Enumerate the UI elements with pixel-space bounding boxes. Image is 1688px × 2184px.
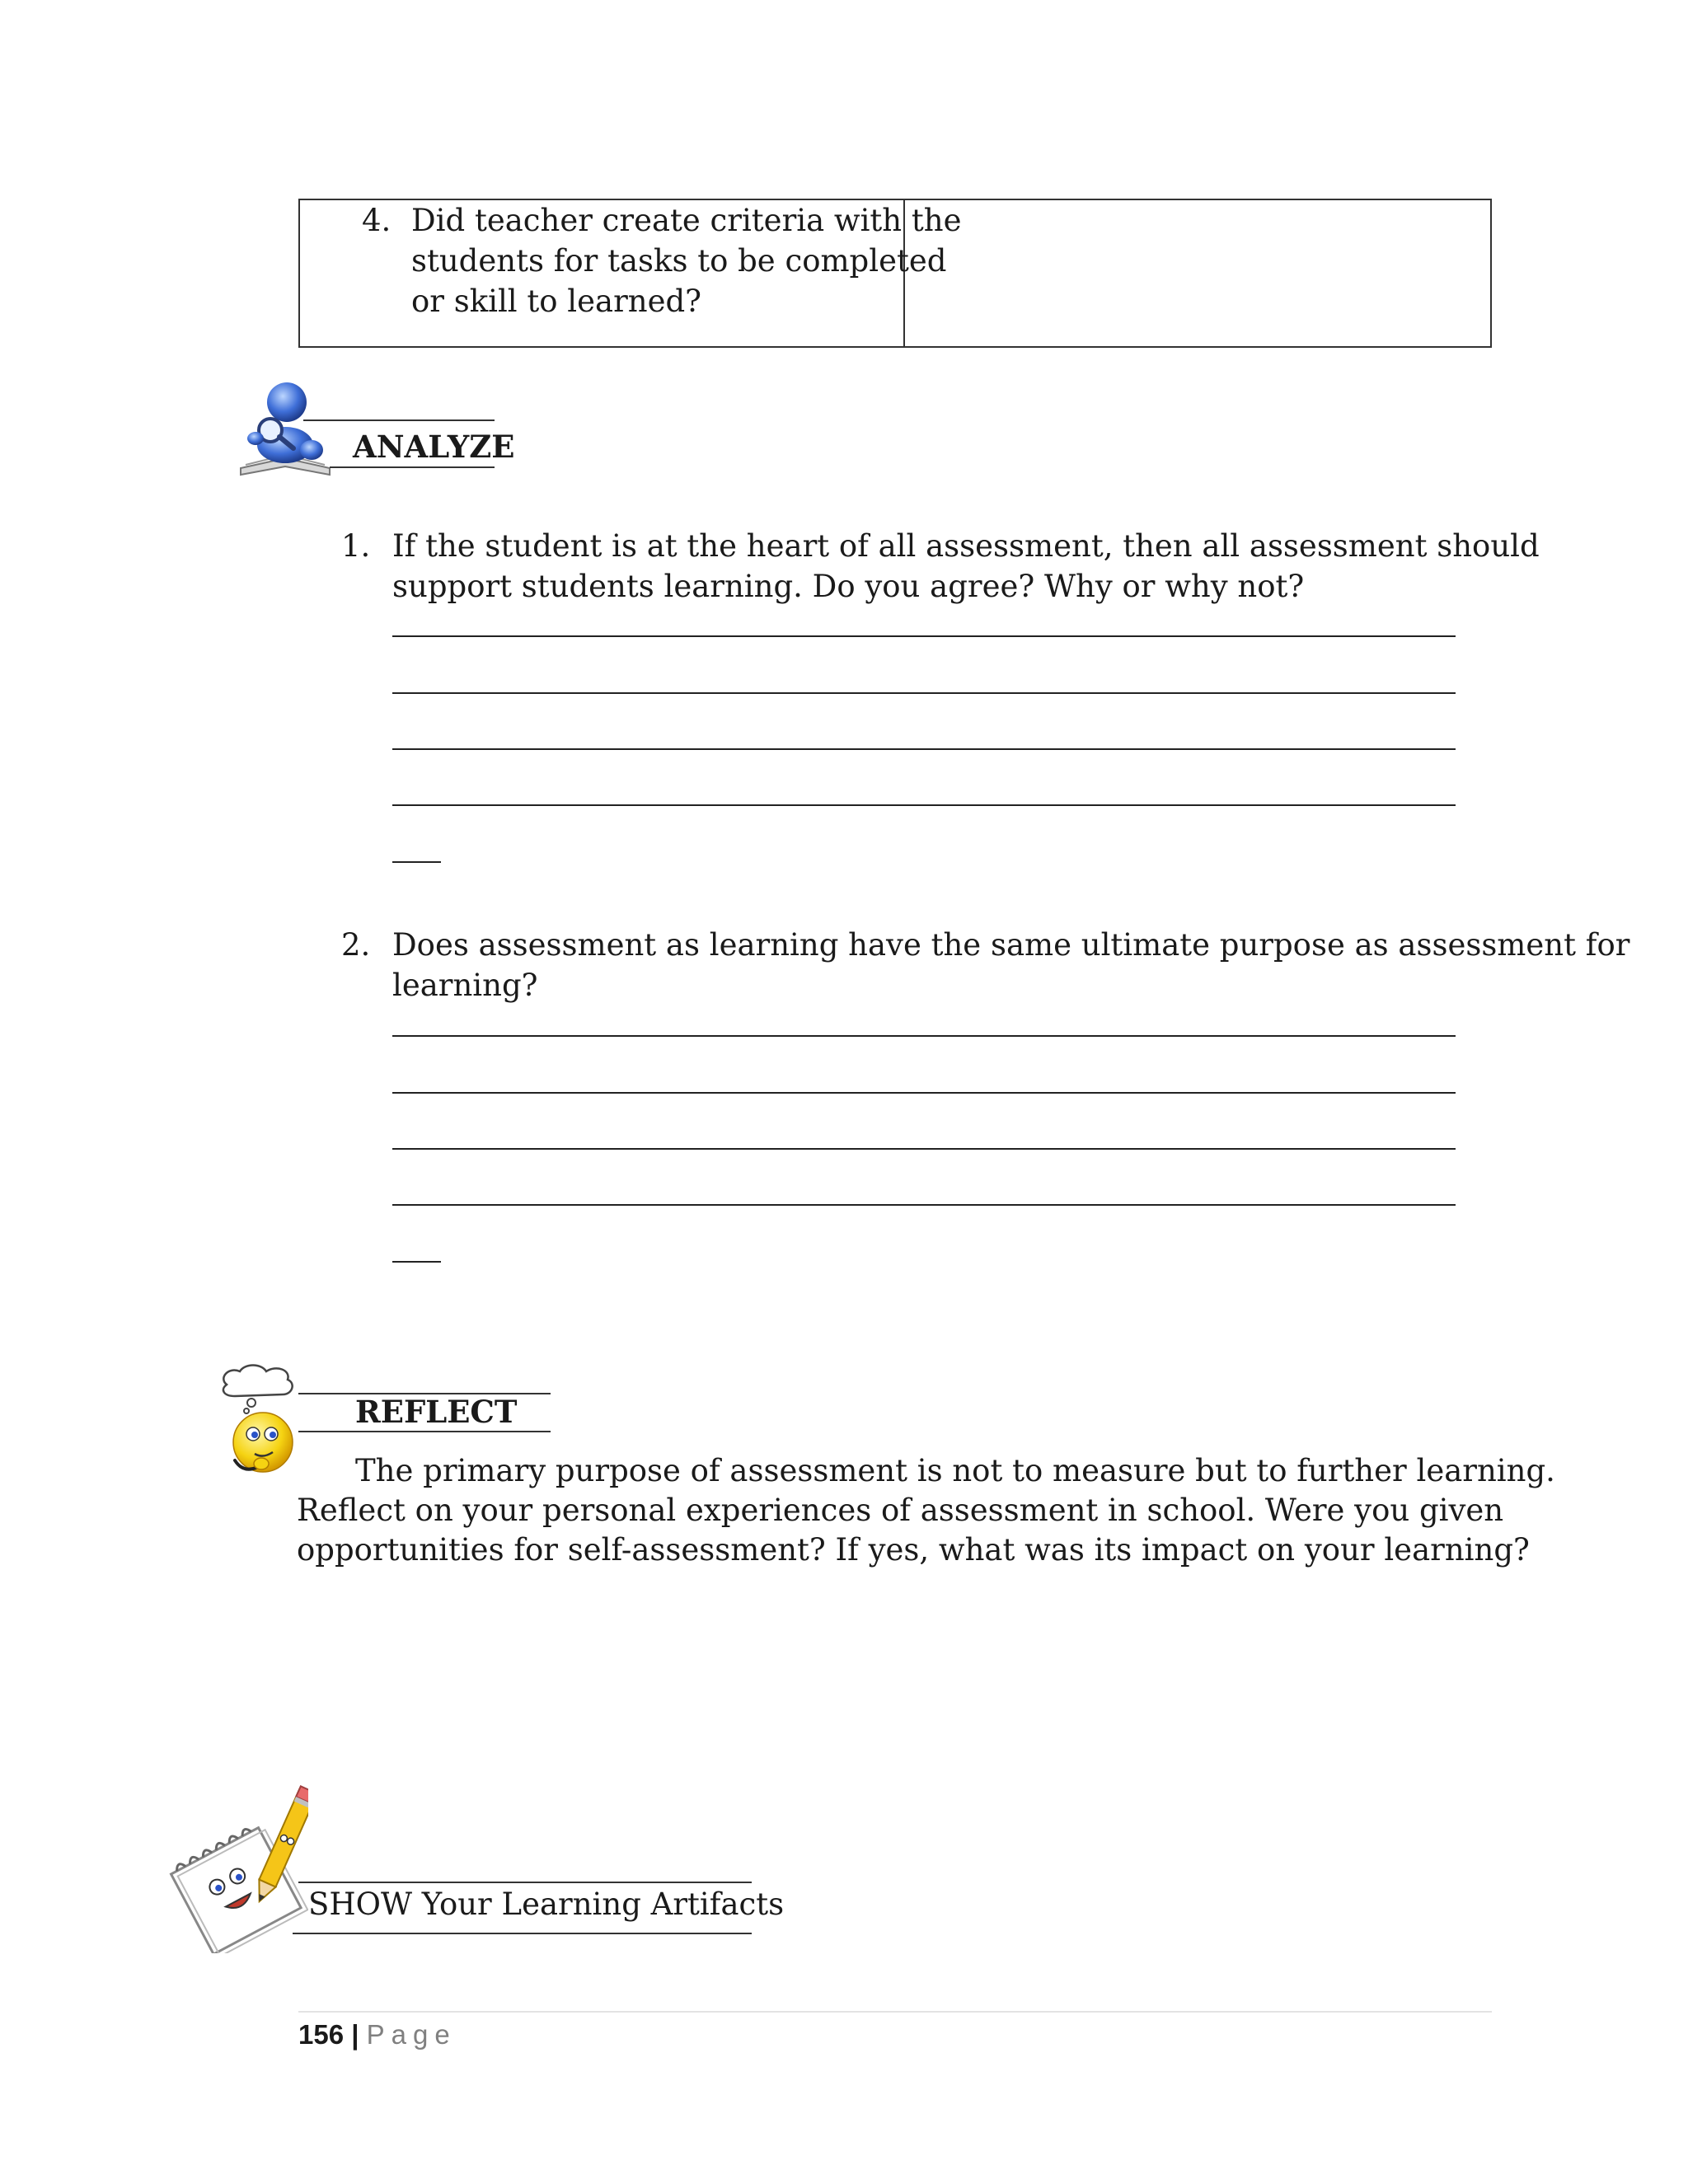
answer-line[interactable] bbox=[392, 1148, 1456, 1150]
analyze-header-top-rule bbox=[303, 419, 495, 421]
reflect-text-line: opportunities for self-assessment? If yes, what was its impact on your learning? bbox=[297, 1532, 1530, 1568]
question-number: 1. bbox=[341, 528, 371, 564]
page-label: Page bbox=[366, 2019, 457, 2050]
table-question-line: Did teacher create criteria with the bbox=[411, 203, 962, 238]
answer-line[interactable] bbox=[392, 635, 1456, 637]
answer-line[interactable] bbox=[392, 1261, 441, 1263]
footer-rule bbox=[298, 2011, 1492, 2013]
analyze-header-bottom-rule bbox=[330, 466, 495, 468]
reflect-text-line: The primary purpose of assessment is not to measure but to further learning. bbox=[355, 1453, 1555, 1488]
show-header-bottom-rule bbox=[293, 1933, 752, 1934]
table-row-number: 4. bbox=[362, 203, 392, 238]
show-title: SHOW Your Learning Artifacts bbox=[308, 1886, 785, 1922]
reflect-title: REFLECT bbox=[355, 1394, 518, 1430]
table-question-line: students for tasks to be completed bbox=[411, 243, 947, 279]
thinking-face-icon bbox=[210, 1361, 321, 1477]
notepad-pencil-icon bbox=[168, 1780, 308, 1953]
question-text bbox=[392, 526, 1540, 607]
magnifier-reader-icon bbox=[237, 379, 336, 482]
show-header-top-rule bbox=[298, 1882, 752, 1883]
answer-line[interactable] bbox=[392, 804, 1456, 806]
question-line: Does assessment as learning have the same ultimate purpose as assessment for bbox=[392, 927, 1630, 963]
page-number: 156 bbox=[298, 2019, 345, 2050]
reflect-header-bottom-rule bbox=[298, 1431, 551, 1432]
criteria-table-row bbox=[298, 199, 1492, 348]
table-answer-cell[interactable] bbox=[907, 200, 1490, 346]
question-line: learning? bbox=[392, 968, 538, 1003]
answer-line[interactable] bbox=[392, 692, 1456, 694]
analyze-title: ANALYZE bbox=[353, 429, 515, 465]
table-question-line: or skill to learned? bbox=[411, 284, 702, 319]
page-footer bbox=[298, 2016, 457, 2054]
answer-line[interactable] bbox=[392, 748, 1456, 750]
answer-line[interactable] bbox=[392, 1035, 1456, 1037]
question-text bbox=[392, 925, 1629, 1005]
question-line: If the student is at the heart of all assessment, then all assessment should bbox=[392, 528, 1540, 564]
reflect-text-line: Reflect on your personal experiences of assessment in school. Were you given bbox=[297, 1493, 1504, 1528]
table-question-cell bbox=[411, 200, 961, 321]
answer-line[interactable] bbox=[392, 861, 441, 863]
footer-separator: | bbox=[351, 2019, 359, 2050]
question-line: support students learning. Do you agree? Why or why not? bbox=[392, 569, 1305, 604]
answer-line[interactable] bbox=[392, 1204, 1456, 1206]
question-number: 2. bbox=[341, 927, 371, 963]
answer-line[interactable] bbox=[392, 1092, 1456, 1094]
